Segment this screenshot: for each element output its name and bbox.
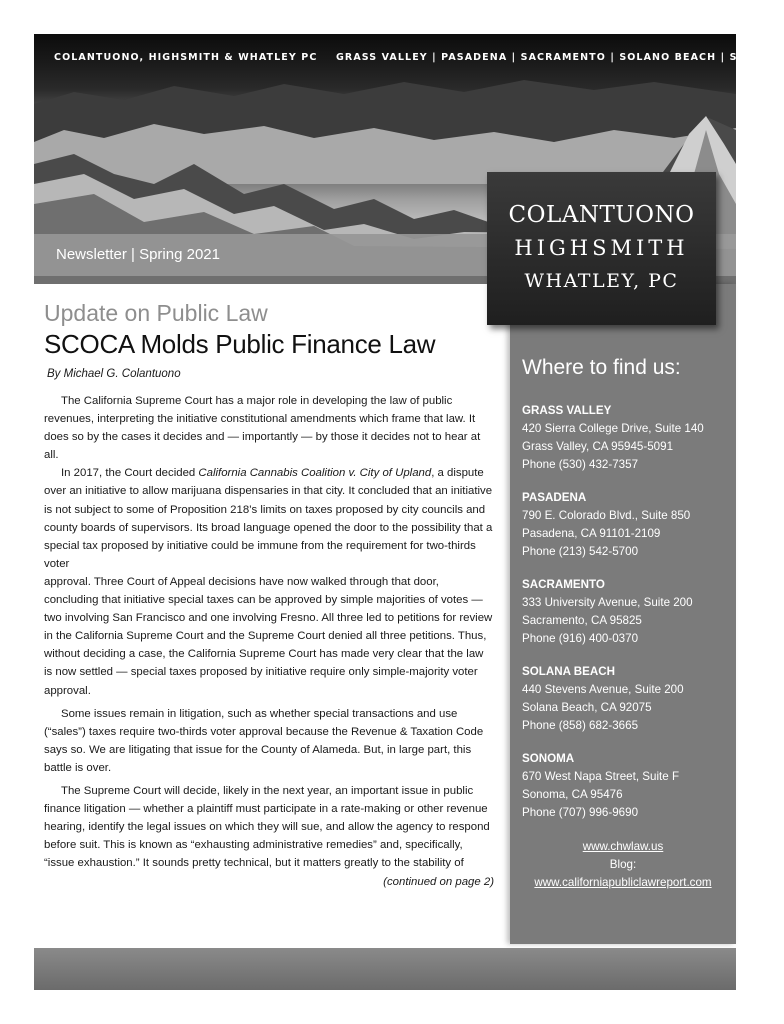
article-body — [44, 392, 494, 872]
logo-line-2: HIGHSMITH — [514, 236, 689, 260]
office-phone: Phone (916) 400-0370 — [522, 632, 639, 645]
office-phone: Phone (858) 682-3665 — [522, 719, 639, 732]
article-kicker: Update on Public Law — [44, 300, 268, 326]
office-city: Pasadena, CA 91101-2109 — [522, 527, 661, 540]
office-city: Solana Beach, CA 92075 — [522, 701, 652, 714]
office-city: Sonoma, CA 95476 — [522, 788, 623, 801]
office-address: 670 West Napa Street, Suite F — [522, 770, 680, 783]
article-paragraph: The Supreme Court will decide, likely in the next year, an important issue in public finance litigation — whether a plaintiff must participate in a rate-making or other revenue hearing, identify the legal issues on which they will sue, and allow the agency to respond before suit. This is known as “exhausting administrative remedies” and, specifically, “issue exhaustion.” It sounds pretty technical, but it matters greatly to the stability of — [44, 784, 490, 870]
article-paragraph: Some issues remain in litigation, such as whether special transactions and use (“sales”) taxes require two-thirds voter approval because the Revenue & Taxation Code says so. We are litigating that issue for the County of Alameda. But, in large part, this battle is over. — [44, 707, 484, 774]
article-paragraph: approval. Three Court of Appeal decisions have now walked through that door, concluding that initiative special taxes can be approved by simple majorities of votes — two involving San Francisco and one involving Fresno. All three led to petitions for review in the California Supreme Court and the Supreme Court denied all three petitions. Thus, without deciding a case, the California Supreme Court has made very clear that the law is now settled — special taxes proposed by initiative require only simple-majority voter approval. — [44, 575, 493, 697]
sidebar-title: Where to find us: — [522, 356, 681, 379]
office-address: 440 Stevens Avenue, Suite 200 — [522, 683, 684, 696]
office-cities-header: GRASS VALLEY | PASADENA | SACRAMENTO | SOLANO BEACH | SONOMA — [336, 52, 784, 63]
office-address: 333 University Avenue, Suite 200 — [522, 596, 693, 609]
logo-line-1: COLANTUONO — [508, 202, 695, 228]
office-phone: Phone (707) 996-9690 — [522, 806, 639, 819]
office-city: Sacramento, CA 95825 — [522, 614, 642, 627]
case-name: California Cannabis Coalition v. City of Upland — [198, 467, 432, 480]
newsletter-page — [34, 34, 784, 990]
paragraph-rest: , a dispute over an initiative to allow marijuana dispensaries in that city. It concluded that an initiative is not subject to some of Proposition 218’s limits on taxes proposed by city councils and county boards of supervisors. Its broad language opened the door to the possibility that a special tax proposed by initiative could be immune from the requirement for two-thirds voter — [44, 467, 493, 570]
logo-line-3: WHATLEY, PC — [524, 270, 679, 292]
firm-logo — [487, 172, 716, 325]
office-phone: Phone (213) 542-5700 — [522, 545, 639, 558]
office-sonoma — [522, 750, 732, 822]
office-phone: Phone (530) 432-7357 — [522, 458, 639, 471]
office-sacramento — [522, 576, 732, 648]
office-address: 790 E. Colorado Blvd., Suite 850 — [522, 509, 691, 522]
office-name: GRASS VALLEY — [522, 404, 612, 417]
office-name: PASADENA — [522, 491, 587, 504]
firm-name-header: COLANTUONO, HIGHSMITH & WHATLEY PC — [54, 52, 318, 63]
website-link[interactable]: www.chwlaw.us — [582, 840, 664, 853]
office-name: SACRAMENTO — [522, 578, 605, 591]
newsletter-issue-label: Newsletter | Spring 2021 — [56, 246, 220, 263]
office-city: Grass Valley, CA 95945-5091 — [522, 440, 674, 453]
continued-note: (continued on page 2) — [383, 876, 494, 889]
article-paragraph: The California Supreme Court has a major role in developing the law of public revenues, interpreting the initiative constitutional amendments which frame that law. It does so by the cases it decides and — importantly — by those it decides not to hear at all. — [44, 395, 481, 462]
blog-label: Blog: — [609, 858, 637, 871]
paragraph-intro: In 2017, the Court decided — [61, 467, 199, 480]
office-grass-valley — [522, 402, 732, 474]
blog-link[interactable]: www.californiapubliclawreport.com — [534, 876, 712, 889]
office-solana-beach — [522, 663, 732, 735]
locations-sidebar — [510, 284, 736, 944]
office-pasadena — [522, 489, 732, 561]
article-byline: By Michael G. Colantuono — [47, 368, 181, 380]
office-name: SOLANA BEACH — [522, 665, 615, 678]
office-name: SONOMA — [522, 752, 575, 765]
office-address: 420 Sierra College Drive, Suite 140 — [522, 422, 704, 435]
article-paragraph — [44, 464, 494, 573]
footer-bar — [34, 948, 736, 990]
main-article — [44, 300, 494, 888]
web-links — [510, 838, 736, 892]
article-headline: SCOCA Molds Public Finance Law — [44, 329, 436, 359]
